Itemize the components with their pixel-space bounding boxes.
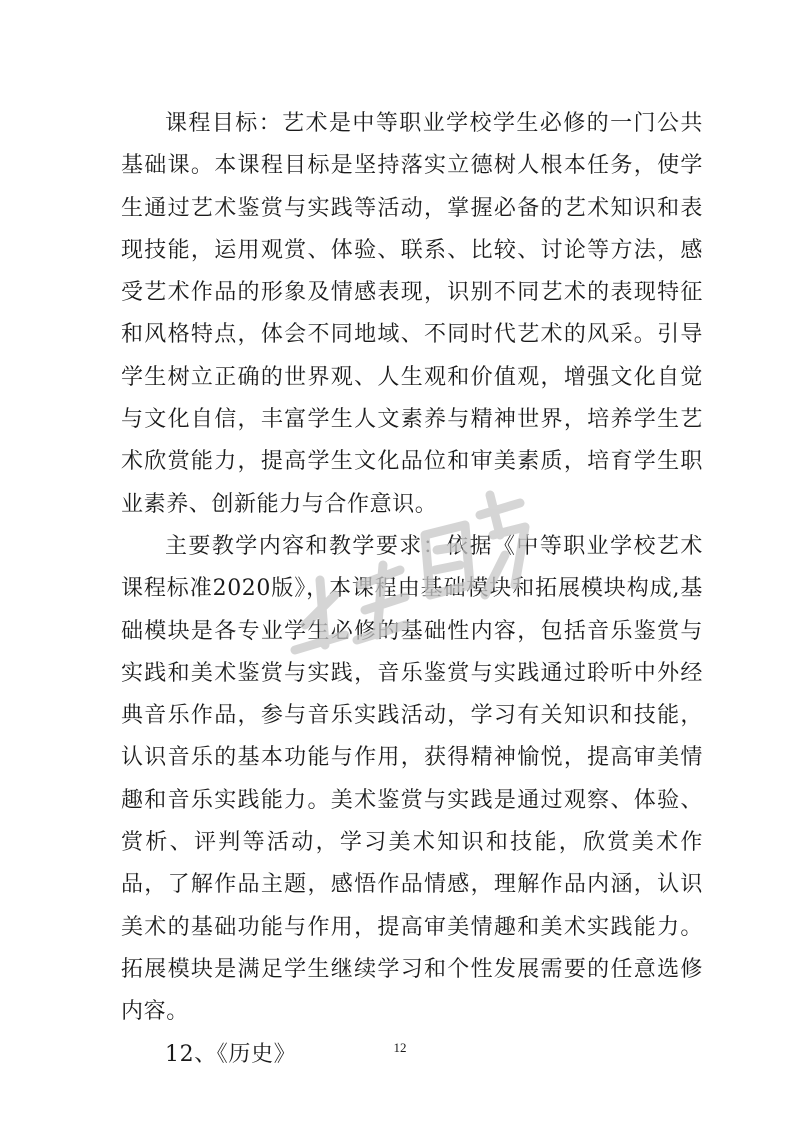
section-heading: 12、《历史》: [165, 1041, 297, 1067]
paragraph-course-objectives: 课程目标：艺术是中等职业学校学生必修的一门公共基础课。本课程目标是坚持落实立德树人根本任务，使学生通过艺术鉴赏与实践等活动，掌握必备的艺术知识和表现技能，运用观赏、体验、联系、比较、讨论等方法，感受艺术作品的形象及情感表现，识别不同艺术的表现特征和风格特点，体会不同地域、不同时代艺术的风采。引导学生树立正确的世界观、人生观和价值观，增强文化自觉与文化自信，丰富学生人文素养与精神世界，培养学生艺术欣赏能力，提高学生文化品位和审美素质，培育学生职业素养、创新能力与合作意识。: [121, 111, 703, 517]
page-number: 12: [393, 1040, 407, 1055]
paragraph-teaching-content: 主要教学内容和教学要求：依据《中等职业学校艺术课程标准2020版》，本课程由基础模块和拓展模块构成,基础模块是各专业学生必修的基础性内容，包括音乐鉴赏与实践和美术鉴赏与实践，音乐鉴赏与实践通过聆听中外经典音乐作品，参与音乐实践活动，学习有关知识和技能，认识音乐的基本功能与作用，获得精神愉悦，提高审美情趣和音乐实践能力。美术鉴赏与实践是通过观察、体验、赏析、评判等活动，学习美术知识和技能，欣赏美术作品，了解作品主题，感悟作品情感，理解作品内涵，认识美术的基础功能与作用，提高审美情趣和美术实践能力。拓展模块是满足学生继续学习和个性发展需要的任意选修内容。: [121, 533, 703, 1025]
body-text: [121, 103, 703, 1076]
